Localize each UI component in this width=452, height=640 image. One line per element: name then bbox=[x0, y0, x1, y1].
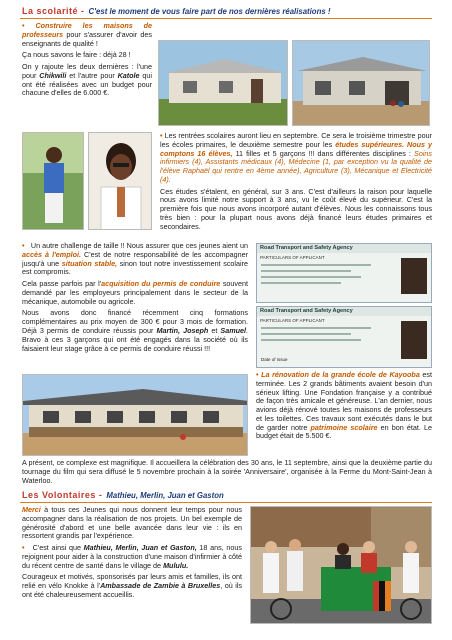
text-emphasis: Construire les maisons de professeurs bbox=[22, 21, 153, 39]
bullet: • bbox=[22, 241, 25, 250]
person-names: Mathieu, Merlin, Juan et Gaston, bbox=[83, 543, 197, 553]
bullet: • bbox=[256, 370, 259, 379]
text: C'est de notre responsabilité de les accompagner jusqu'à une bbox=[22, 249, 248, 268]
student-photo-girl bbox=[88, 132, 152, 230]
text-emphasis: situation stable, bbox=[61, 258, 118, 268]
licence-photo bbox=[401, 258, 427, 294]
text-emphasis: accès à l'emploi. bbox=[22, 249, 81, 259]
embassy-name: Ambassade de Zambie à Bruxelles bbox=[100, 581, 221, 591]
text: 11 filles et 5 garçons !!! dans différentes disciplines : bbox=[232, 148, 415, 158]
text-emphasis: Merci bbox=[22, 505, 41, 514]
licence-agency: Road Transport and Safety Agency bbox=[257, 244, 431, 253]
volunteers-photo bbox=[250, 506, 432, 624]
licence-card-1 bbox=[256, 243, 432, 303]
student-photo-boy bbox=[22, 132, 84, 230]
text: sinon tout notre investissement scolaire est compromis. bbox=[22, 258, 248, 277]
text-emphasis: études supérieures. Nous y comptons 16 élèves, bbox=[160, 139, 432, 158]
header-rule bbox=[20, 502, 432, 503]
text: Un autre challenge de taille !! Nous assurer que ces jeunes aient un bbox=[30, 241, 248, 250]
bullet: • bbox=[160, 131, 163, 140]
place-name: Katole bbox=[117, 70, 140, 80]
licence-label: PARTICULARS OF APPLICANT bbox=[260, 254, 325, 260]
teacher-houses-text bbox=[22, 22, 152, 101]
text: 18 ans, nous rejoignent pour aider à la construction d'une maison d'infirmier à côté du récent centre de santé dans le village de bbox=[22, 543, 242, 570]
renovation-text bbox=[256, 371, 432, 444]
text: C'est ainsi que bbox=[32, 543, 84, 553]
text: A présent, ce complexe est magnifique. Il accueillera la célébration des 30 ans, le 11 septembre, ainsi que la deuxième partie du tournage du film qui sera diffusé le 5 novembre prochain à la soirée 'Anniversaire', organisée à la Ferme du Mont-Saint-Jean à Waterloo. bbox=[22, 458, 432, 485]
section-subtitle: Mathieu, Merlin, Juan et Gaston bbox=[106, 491, 224, 500]
text-emphasis: La rénovation de la grande école de Kayooba bbox=[261, 370, 420, 379]
teacher-house-photo-2 bbox=[292, 40, 430, 126]
licence-date-label: Date of Issue bbox=[261, 357, 288, 362]
licence-photo bbox=[401, 321, 427, 359]
text: en bon état. Le budget était de 5.500 €. bbox=[256, 422, 432, 441]
anniversary-text bbox=[22, 459, 432, 488]
text: et l'autre pour bbox=[66, 70, 118, 80]
text: On y rajoute les deux dernières : l'une pour bbox=[22, 62, 152, 80]
kayooba-school-photo bbox=[22, 374, 248, 456]
person-name: Martin, Joseph bbox=[156, 326, 209, 336]
text: Cela passe parfois par l' bbox=[22, 279, 102, 289]
text-emphasis: acquisition du permis de conduire bbox=[101, 279, 221, 289]
licence-label: PARTICULARS OF APPLICANT bbox=[260, 317, 325, 323]
volunteers-text bbox=[22, 506, 242, 603]
text: pour s'assurer d'avoir des enseignants de qualité ! bbox=[22, 29, 152, 48]
disciplines-list: Soins infirmiers (4), Assistants médicaux (4), Médecine (1, par exception vu la qualité de l'élève Raphaël qui rentre en 4ème année), Agriculture (3), Mécanique et Electricité (4). bbox=[160, 148, 433, 184]
place-name: Mululu. bbox=[163, 560, 189, 570]
place-name: Chikwili bbox=[39, 70, 67, 80]
text: . Bravo à ces 3 garçons qui ont été engagés dans la société où ils faisaient leur stage grâce à ce permis de conduire réussi !!! bbox=[22, 326, 248, 353]
section-subtitle: C'est le moment de vous faire part de nos dernières réalisations ! bbox=[88, 7, 331, 16]
text: souvent demandé par les employeurs principalement dans le secteur de la mécanique, automobile ou agricole. bbox=[22, 279, 248, 306]
text: à tous ces Jeunes qui nous donnent leur temps pour nous accompagner dans la réalisation de nos projets. Un bel exemple de générosité d'abord et une belle avancée dans leur vie : ils en ressortent grandis par l'expérience. bbox=[22, 505, 242, 541]
bullet: • bbox=[22, 543, 25, 553]
header-rule bbox=[20, 18, 432, 19]
text: Ça nous savons le faire : déjà 28 ! bbox=[22, 50, 131, 60]
teacher-house-photo-1 bbox=[158, 40, 288, 126]
text: qui ont été réalisées avec un budget pour chacune d'elles de 6.000 €. bbox=[22, 70, 152, 98]
school-start-text bbox=[160, 132, 432, 235]
text: Nous avons donc financé récemment cinq formations complémentaires au prix moyen de 300 € pour 3 mois de formation. Déjà 3 permis de conduire réussis pour bbox=[22, 308, 248, 336]
text: Ces études s'étalent, en général, sur 3 ans. C'est d'ailleurs la raison pour laquelle nous avons limité notre support à 3 ans, vu le coût élevé du supérieur. C'est la première fois que nous avons incorporé autant d'élèves. Nous les connaissons tous très bien : pour la plupart nous avons déjà financé leurs études primaires et secondaires. bbox=[160, 186, 432, 231]
licence-card-2 bbox=[256, 306, 432, 368]
section-title: La scolarité - bbox=[22, 6, 85, 16]
text: Courageux et motivés, sponsorisés par leurs amis et familles, ils ont relié en vélo Knokke à l' bbox=[22, 572, 242, 591]
licence-agency: Road Transport and Safety Agency bbox=[257, 307, 431, 316]
text: et bbox=[208, 326, 221, 336]
text: , où ils ont été chaleureusement accueillis. bbox=[22, 581, 242, 600]
person-name: Samuel bbox=[220, 326, 246, 336]
bullet: • bbox=[22, 21, 25, 30]
section-header-scolarite bbox=[22, 6, 330, 17]
driving-licence-text bbox=[22, 242, 248, 356]
text: Les rentrées scolaires auront lieu en septembre. Ce sera le troisième trimestre pour les écoles primaires, le deuxième semestre pour les bbox=[160, 131, 432, 149]
section-header-volontaires bbox=[22, 490, 224, 501]
section-title: Les Volontaires - bbox=[22, 490, 103, 500]
text: est terminée. Les 2 grands bâtiments avaient besoin d'un sérieux lifting. Une Fondation française y a contribué de façon très amicale et généreuse. L'an dernier, nous avions déjà rénové toutes les maisons de professeurs et les toilettes. Ces travaux sont exécutés dans le but de garder notre bbox=[256, 370, 433, 432]
text-emphasis: patrimoine scolaire bbox=[310, 422, 378, 432]
